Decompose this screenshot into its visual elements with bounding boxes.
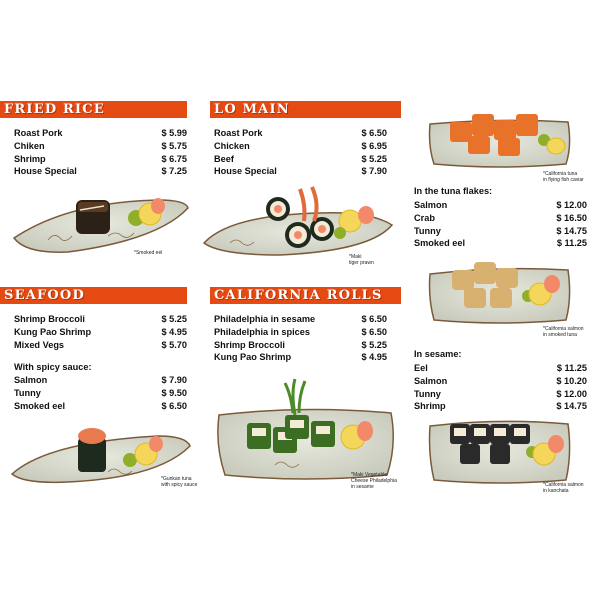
lo-main-menu <box>214 127 387 178</box>
item-price: $ 6.50 <box>361 326 387 337</box>
california-rolls-photo-caption <box>351 472 397 490</box>
item-name: Chicken <box>214 140 250 151</box>
california-salmon-kanchata-plate-image <box>428 410 573 485</box>
caption-line: in sesame <box>351 484 374 490</box>
seafood-banner <box>0 287 187 304</box>
item-name: House Special <box>14 166 77 177</box>
menu-row <box>414 388 587 401</box>
menu-row <box>414 225 587 238</box>
item-name: Smoked eel <box>414 238 466 249</box>
item-price: $ 5.70 <box>161 339 187 350</box>
item-price: $ 4.95 <box>161 326 187 337</box>
menu-row <box>214 153 387 166</box>
item-price: $ 5.25 <box>161 314 187 324</box>
item-name: Shrimp Broccoli <box>14 314 85 324</box>
menu-row <box>214 165 387 178</box>
menu-row <box>14 313 187 326</box>
item-price: $ 16.50 <box>556 212 587 223</box>
right-bottom-photo-caption <box>543 482 584 494</box>
item-price: $ 11.25 <box>556 363 587 373</box>
menu-row <box>414 237 587 250</box>
item-price: $ 6.50 <box>361 128 387 138</box>
item-name: Chiken <box>14 140 45 151</box>
item-price: $ 6.95 <box>361 140 387 151</box>
maki-tiger-prawn-plate-image <box>200 185 395 260</box>
item-price: $ 10.20 <box>556 375 587 386</box>
item-name: Kung Pao Shrimp <box>214 352 292 363</box>
caption-line: *California salmon <box>543 326 584 332</box>
right-mid-photo-caption <box>543 326 584 338</box>
caption-line: in kanchata <box>543 488 569 494</box>
caption-line: *Maki <box>349 254 362 260</box>
item-name: Shrimp Broccoli <box>214 339 285 350</box>
caption-line: *California salmon <box>543 482 584 488</box>
item-name: Tunny <box>414 225 441 236</box>
caption-line: with spicy sauce <box>161 482 198 488</box>
tuna-flakes-heading: In the tuna flakes: <box>414 186 493 196</box>
item-name: Salmon <box>14 375 48 385</box>
menu-row <box>14 140 187 153</box>
item-name: Kung Pao Shrimp <box>14 326 92 337</box>
item-name: Tunny <box>14 387 41 398</box>
menu-row <box>14 374 187 387</box>
item-name: Shrimp <box>414 401 446 412</box>
item-price: $ 14.75 <box>556 401 587 412</box>
maki-vegetable-plate-image <box>215 375 400 485</box>
item-price: $ 5.75 <box>161 140 187 151</box>
item-price: $ 6.50 <box>361 314 387 324</box>
caption-line: in flying fish caviar <box>543 177 584 183</box>
item-price: $ 7.25 <box>161 166 187 177</box>
right-top-photo-caption <box>543 171 584 183</box>
item-price: $ 12.00 <box>556 388 587 399</box>
item-name: Smoked eel <box>14 400 66 411</box>
caption-line: in smoked tuna <box>543 332 577 338</box>
california-rolls-title: CALIFORNIA ROLLS <box>214 288 383 303</box>
seafood-title: SEAFOOD <box>4 288 85 303</box>
item-name: Tunny <box>414 388 441 399</box>
menu-row <box>214 339 387 352</box>
item-price: $ 5.25 <box>361 153 387 164</box>
item-price: $ 14.75 <box>556 225 587 236</box>
caption-line: *California tuna <box>543 171 578 177</box>
menu-row <box>214 140 387 153</box>
seafood-photo-caption <box>161 476 197 488</box>
caption-line: tiger prawn <box>349 260 374 266</box>
item-price: $ 7.90 <box>161 375 187 385</box>
smoked-eel-plate-image <box>8 188 193 258</box>
item-name: Roast Pork <box>214 128 263 138</box>
item-price: $ 5.25 <box>361 339 387 350</box>
california-rolls-banner <box>210 287 401 304</box>
spicy-sauce-heading: With spicy sauce: <box>14 362 92 372</box>
item-price: $ 11.25 <box>556 238 587 249</box>
item-name: Crab <box>414 212 435 223</box>
lo-main-banner <box>210 101 401 118</box>
sesame-menu <box>414 362 587 413</box>
item-name: Philadelphia in spices <box>214 326 310 337</box>
caption-line: Cheese Philadelphia <box>351 478 397 484</box>
item-price: $ 7.90 <box>361 166 387 177</box>
item-price: $ 4.95 <box>361 352 387 363</box>
tuna-flakes-menu <box>414 199 587 250</box>
menu-row <box>414 212 587 225</box>
item-name: Shrimp <box>14 153 46 164</box>
seafood-menu <box>14 313 187 351</box>
menu-row <box>14 153 187 166</box>
item-price: $ 12.00 <box>556 200 587 210</box>
item-name: Philadelphia in sesame <box>214 314 316 324</box>
menu-row <box>414 375 587 388</box>
item-price: $ 6.50 <box>161 400 187 411</box>
menu-row <box>214 313 387 326</box>
item-name: Beef <box>214 153 234 164</box>
california-tuna-plate-image <box>428 100 573 170</box>
menu-row <box>414 362 587 375</box>
menu-row <box>14 127 187 140</box>
menu-row <box>14 165 187 178</box>
menu-row <box>214 326 387 339</box>
menu-row <box>14 387 187 400</box>
fried-rice-banner <box>0 101 187 118</box>
item-name: Salmon <box>414 200 448 210</box>
menu-row <box>214 127 387 140</box>
fried-rice-photo-caption: *Smoked eel <box>134 250 163 256</box>
fried-rice-menu <box>14 127 187 178</box>
california-salmon-smoked-tuna-plate-image <box>428 250 573 325</box>
fried-rice-title: FRIED RICE <box>4 102 105 117</box>
menu-row <box>14 339 187 352</box>
item-name: Roast Pork <box>14 128 63 138</box>
menu-row <box>14 326 187 339</box>
item-name: Mixed Vegs <box>14 339 65 350</box>
lo-main-photo-caption <box>349 254 374 266</box>
item-name: House Special <box>214 166 277 177</box>
spicy-sauce-menu <box>14 374 187 412</box>
menu-row <box>14 400 187 413</box>
sesame-heading: In sesame: <box>414 349 462 359</box>
caption-line: *Gunkan tuna <box>161 476 192 482</box>
item-price: $ 6.75 <box>161 153 187 164</box>
caption-line: *Maki Vegetable <box>351 472 388 478</box>
item-price: $ 9.50 <box>161 387 187 398</box>
item-name: Eel <box>414 363 428 373</box>
item-price: $ 5.99 <box>161 128 187 138</box>
california-rolls-menu <box>214 313 387 364</box>
lo-main-title: LO MAIN <box>214 102 290 117</box>
menu-row <box>414 199 587 212</box>
item-name: Salmon <box>414 375 448 386</box>
menu-row <box>214 351 387 364</box>
